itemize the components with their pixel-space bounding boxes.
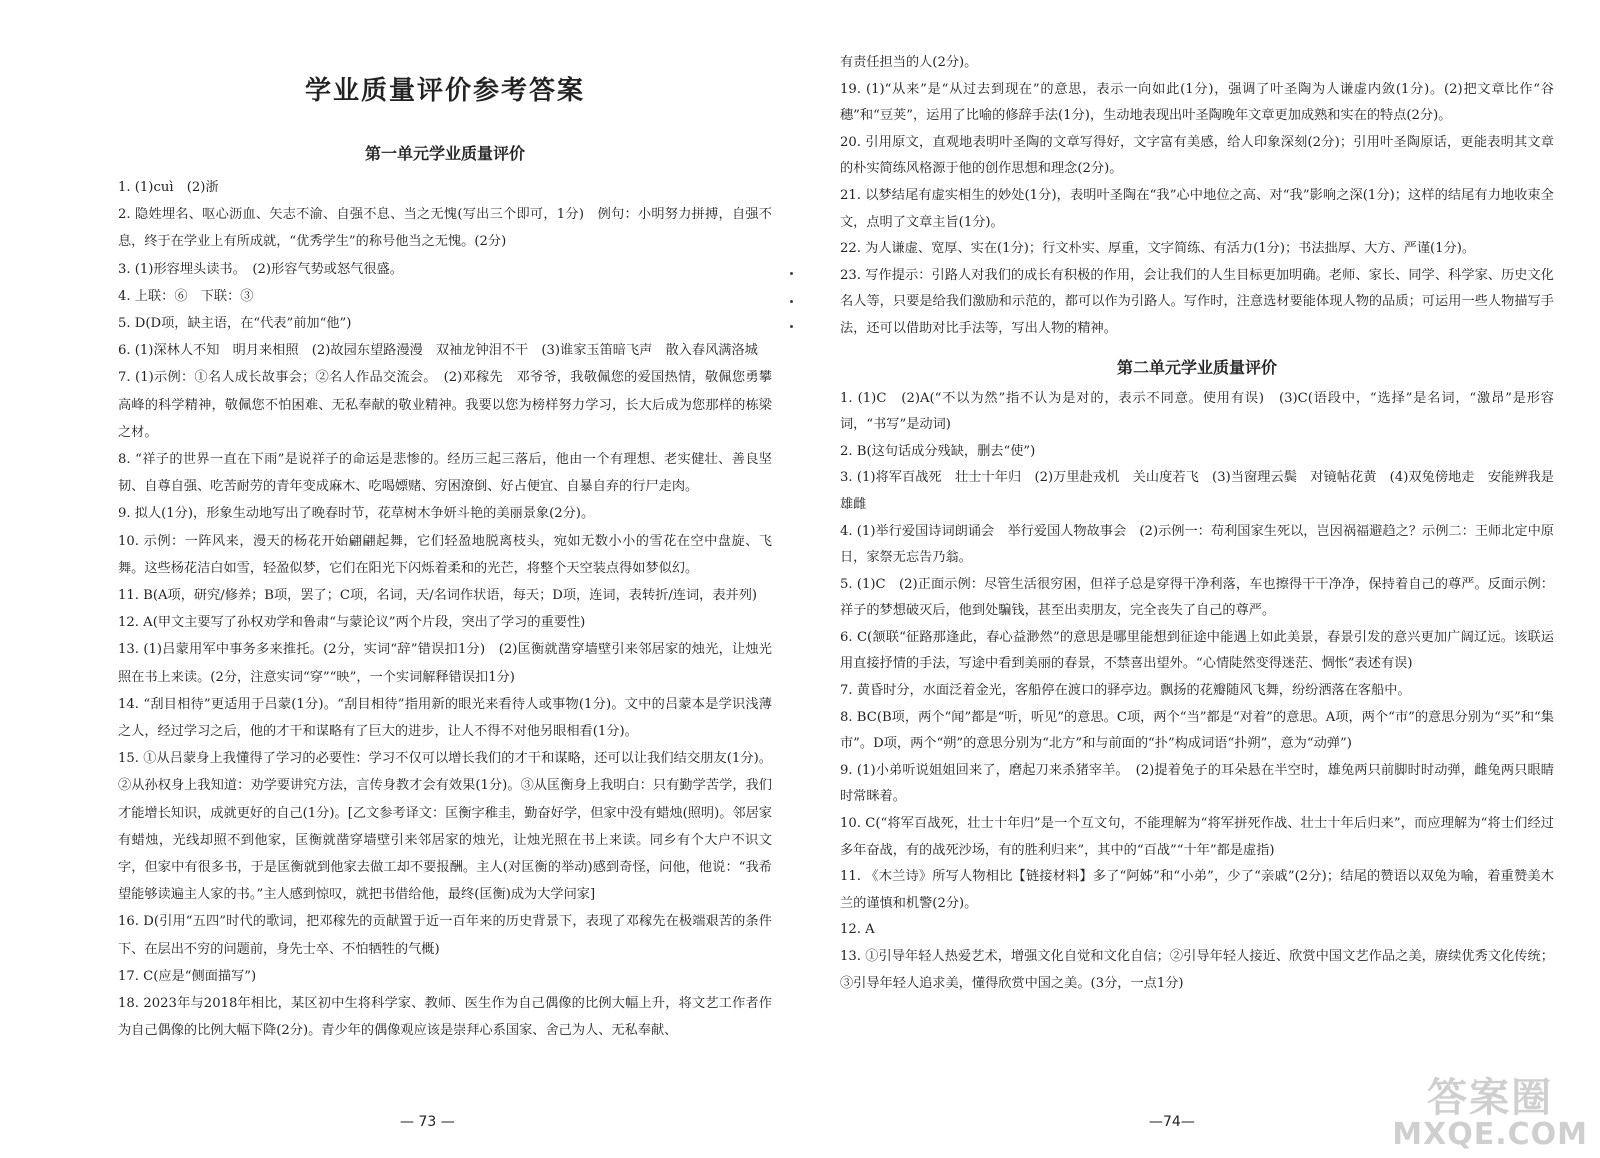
answer-item: 5. (1)C (2)正面示例：尽管生活很穷困，但祥子总是穿得干净利落，车也擦得干干净净，保持着自己的尊严。反面示例：祥子的梦想破灭后，他到处騙钱，甚至出卖朋友，完全丧失了自己的尊严。 bbox=[840, 576, 1554, 619]
unit-two-title: 第二单元学业质量评价 bbox=[1116, 357, 1277, 377]
answer-item: 7. (1)示例：①名人成长故事会；②名人作品交流会。 (2)邓稼先 邓爷爷，我敬佩您的爱国热情，敬佩您勇攀高峰的科学精神，敬佩您不怕困难、无私奉献的敬业精神。我要以您为榜样努力学习，长大后成为您那样的栋梁之材。 bbox=[118, 370, 772, 440]
answer-item: 2. B(这句话成分残缺，删去“使”) bbox=[840, 443, 1036, 459]
scan-speck bbox=[790, 300, 793, 303]
answer-item: 13. (1)吕蒙用军中事务多来推托。(2分，实词“辞”错误扣1分) (2)匡衡就凿穿墙壁引来邻居家的烛光，让烛光照在书上来读。(2分，注意实词“穿”“映”，一个实词解释错误扣1分) bbox=[118, 642, 772, 685]
answer-item: 10. C(“将军百战死，壮士十年归”是一个互文句，不能理解为“将军拼死作战、壮士十年后归来”，而应理解为“将士们经过多年奋战，有的战死沙场，有的胜利归来”，其中的“百战”“十年”都是虚指) bbox=[840, 816, 1554, 858]
answer-item: 22. 为人谦虚、宽厚、实在(1分)；行文朴实、厚重，文字简练、有活力(1分)；书法拙厚、大方、严谨(1分)。 bbox=[840, 241, 1476, 257]
answer-item: 16. D(引用“五四”时代的歌词，把邓稼先的贡献置于近一百年来的历史背景下，表现了邓稼先在极端艰苦的条件下、在层出不穷的问题前，身先士卒、不怕牺牲的气概) bbox=[118, 914, 772, 957]
document-title: 学业质量评价参考答案 bbox=[304, 76, 585, 106]
answer-item: 17. C(应是“侧面描写”) bbox=[118, 968, 257, 984]
answer-item: 7. 黄昏时分，水面泛着金光，客船停在渡口的驿亭边。飘扬的花瓣随风飞舞，纷纷洒落在客船中。 bbox=[840, 683, 1411, 699]
answer-item: 13. ①引导年轻人热爱艺术，增强文化自觉和文化自信；②引导年轻人接近、欣赏中国文艺作品之美，赓续优秀文化传统；③引导年轻人追求美，懂得欣赏中国之美。(3分，一点1分) bbox=[840, 949, 1554, 991]
answer-item: 1. (1)cuì (2)浙 bbox=[118, 180, 219, 195]
answer-item: 2. 隐姓埋名、呕心沥血、矢志不渝、自强不息、当之无愧(写出三个即可，1分) 例句：小明努力拼搏，自强不息，终于在学业上有所成就，“优秀学生”的称号他当之无愧。(2分) bbox=[118, 207, 772, 250]
site-watermark bbox=[1392, 1066, 1588, 1152]
answer-item: 8. “祥子的世界一直在下雨”是说祥子的命运是悲惨的。经历三起三落后，他由一个有理想、老实健壮、善良坚韧、自尊自强、吃苦耐劳的青年变成麻木、吃喝嫖赌、穷困潦倒、好占便宜、自暴自弃的行尸走肉。 bbox=[118, 452, 772, 495]
answer-item: 8. BC(B项，两个“闻”都是“听，听见”的意思。C项，两个“当”都是“对着”的意思。A项，两个“市”的意思分别为“买”和“集市”。D项，两个“朔”的意思分别为“北方”和与前面的“扑”构成词语“扑朔”，意为“动弹”) bbox=[840, 709, 1554, 752]
watermark-url: MXQE.COM bbox=[1392, 1117, 1588, 1152]
answer-item: 5. D(D项，缺主语，在“代表”前加“他”) bbox=[118, 316, 352, 332]
answer-item: 12. A(甲文主要写了孙权劝学和鲁肃“与蒙论议”两个片段，突出了学习的重要性) bbox=[118, 615, 586, 631]
unit-one-title: 第一单元学业质量评价 bbox=[364, 144, 525, 163]
answer-item: 3. (1)将军百战死 壮士十年归 (2)万里赴戎机 关山度若飞 (3)当窗理云鬓 对镜帖花黄 (4)双兔傍地走 安能辨我是雄雌 bbox=[840, 470, 1554, 512]
answer-item: 有责任担当的人(2分)。 bbox=[840, 55, 978, 70]
page-number-right: —74— bbox=[1149, 1114, 1195, 1130]
scan-speck bbox=[790, 272, 793, 275]
answer-item: 3. (1)形容埋头读书。 (2)形容气势或怒气很盛。 bbox=[118, 261, 403, 277]
unit-one-answers-continued bbox=[840, 50, 1554, 343]
answer-item: 21. 以梦结尾有虚实相生的妙处(1分)，表明叶圣陶在“我”心中地位之高、对“我”影响之深(1分)；这样的结尾有力地收束全文，点明了文章主旨(1分)。 bbox=[840, 187, 1554, 230]
answer-item: 4. (1)举行爱国诗词朗诵会 举行爱国人物故事会 (2)示例一：苟利国家生死以，岂因祸福避趋之？示例二：王师北定中原日，家祭无忘告乃翁。 bbox=[840, 523, 1554, 566]
answer-item: 18. 2023年与2018年相比，某区初中生将科学家、教师、医生作为自己偶像的比例大幅上升，将文艺工作者作为自己偶像的比例大幅下降(2分)。青少年的偶像观应该是崇拜心系国家、舍己为人、无私奉献、 bbox=[118, 996, 772, 1039]
answer-item: 15. ①从吕蒙身上我懂得了学习的必要性：学习不仅可以增长我们的才干和谋略，还可以让我们结交朋友(1分)。②从孙权身上我知道：劝学要讲究方法，言传身教才会有效果(1分)。③从匡衡身上我明白：只有勤学苦学，我们才能增长知识，成就更好的自己(1分)。[乙文参考译文：匡衡字稚圭，勤奋好学，但家中没有蜡烛(照明)。邻居家有蜡烛，光线却照不到他家，匡衡就凿穿墙壁引来邻居家的烛光，让烛光照在书上来读。同乡有个大户不识文字，但家中有很多书，于是匡衡就到他家去做工却不要报酬。主人(对匡衡的举动)感到奇怪，问他，他说：“我希望能够读遍主人家的书。”主人感到惊叹，就把书借给他，最终(匡衡)成为大学问家] bbox=[118, 751, 772, 903]
scan-speck bbox=[790, 325, 793, 328]
answer-item: 19. (1)“从来”是“从过去到现在”的意思，表示一向如此(1分)，强调了叶圣陶为人谦虚内敛(1分)。(2)把文章比作“谷穗”和“豆荚”，运用了比喻的修辞手法(1分)，生动地表现出叶圣陶晚年文章更加成熟和实在的特点(2分)。 bbox=[840, 81, 1554, 124]
unit-two-answers bbox=[840, 386, 1554, 998]
answer-item: 9. 拟人(1分)，形象生动地写出了晚春时节，花草树木争妍斗艳的美丽景象(2分)。 bbox=[118, 506, 595, 522]
answer-item: 4. 上联：⑥ 下联：③ bbox=[118, 288, 254, 304]
answer-item: 6. C(颔联“征路那逢此，春心益渺然”的意思是哪里能想到征途中能遇上如此美景，春景引发的意兴更加广阔辽远。该联运用直接抒情的手法，写途中看到美丽的春景，不禁喜出望外。“心情陡然变得迷茫、惆怅”表述有误) bbox=[840, 629, 1554, 672]
answer-item: 9. (1)小弟听说姐姐回来了，磨起刀来杀猪宰羊。 (2)提着兔子的耳朵悬在半空时，雄兔两只前脚时时动弹，雌兔两只眼睛时常眯着。 bbox=[840, 762, 1554, 805]
answer-item: 23. 写作提示：引路人对我们的成长有积极的作用，会让我们的人生目标更加明确。老师、家长、同学、科学家、历史文化名人等，只要是给我们激励和示范的，都可以作为引路人。写作时，注意选材要能体现人物的品质；可运用一些人物描写手法，还可以借助对比手法等，写出人物的精神。 bbox=[840, 267, 1554, 336]
answer-item: 10. 示例：一阵风来，漫天的杨花开始翩翩起舞，它们轻盈地脱离枝头，宛如无数小小的雪花在空中盘旋、飞舞。这些杨花洁白如雪，轻盈似梦，它们在阳光下闪烁着柔和的光芒，将整个天空装点得如梦似幻。 bbox=[118, 533, 772, 576]
answer-item: 11. B(A项，研究/修养；B项，罢了；C项，名词，天/名词作状语，每天；D项，连词，表转折/连词，表并列) bbox=[118, 588, 758, 604]
watermark-logo-text: 答案圈 bbox=[1427, 1075, 1554, 1121]
right-page bbox=[804, 0, 1600, 1158]
answer-item: 1. (1)C (2)A(“不以为然”指不认为是对的，表示不同意。使用有误) (3)C(语段中，“选择”是名词，“激昂”是形容词，“书写”是动词) bbox=[840, 390, 1554, 433]
answer-item: 14. “刮目相待”更适用于吕蒙(1分)。“刮目相待”指用新的眼光来看待人或事物(1分)。文中的吕蒙本是学识浅薄之人，经过学习之后，他的才干和谋略有了巨大的进步，让人不得不对他另眼相看(1分)。 bbox=[118, 696, 772, 740]
answer-item: 12. A bbox=[840, 922, 875, 938]
answer-item: 20. 引用原文，直观地表明叶圣陶的文章写得好，文字富有美感，给人印象深刻(2分)；引用叶圣陶原话，更能表明其文章的朴实简练风格源于他的创作思想和理念(2分)。 bbox=[840, 134, 1554, 177]
answer-item: 6. (1)深林人不知 明月来相照 (2)故园东望路漫漫 双袖龙钟泪不干 (3)谁家玉笛暗飞声 散入春风满洛城 bbox=[118, 343, 758, 359]
answer-item: 11. 《木兰诗》所写人物相比【链接材料】多了“阿姊”和“小弟”，少了“亲戚”(2分)；结尾的赞语以双兔为喻，着重赞美木兰的谨慎和机警(2分)。 bbox=[840, 869, 1554, 911]
unit-one-answers bbox=[118, 174, 772, 1045]
page-number-left: — 73 — bbox=[400, 1114, 455, 1130]
